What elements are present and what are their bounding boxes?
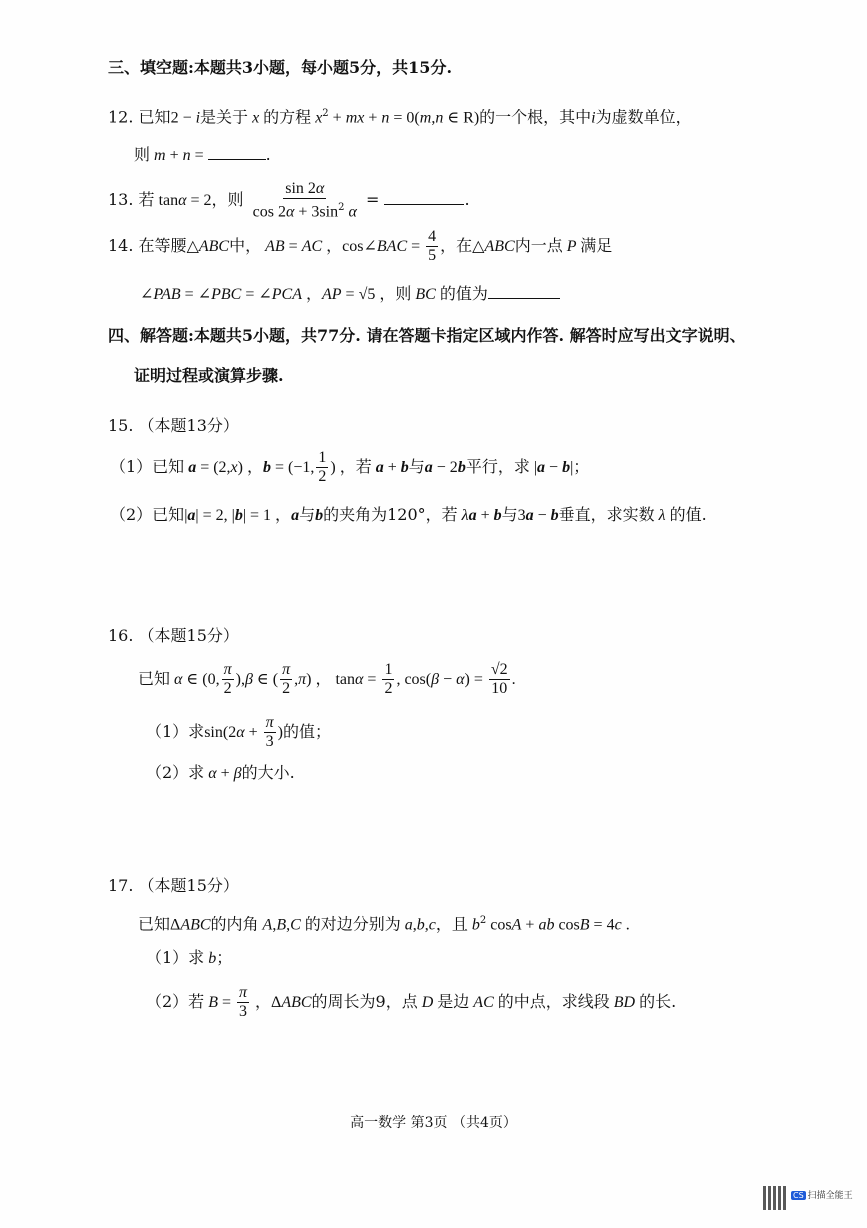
section-3-heading: 三、填空题:本题共3小题，每小题5分，共15分. [108, 58, 453, 77]
q17-frac-pi-3: $\frac{\pi}{3}$ [239, 984, 248, 1020]
q17-text-d: ，且 [435, 914, 468, 934]
q16-frac-sqrt2-10: $\frac{√2}{10}$ [490, 661, 508, 697]
question-16-part-1: （1）求sin(2α + $\frac{\pi}{3}$ )的值； [146, 714, 331, 750]
q12-text-g: . [265, 145, 271, 164]
question-13: 13. 若 tanα = 2，则 $\frac{\sin 2\alpha}{\cos 2\alpha + 3\sin^2 \alpha}$ = . [108, 180, 470, 221]
page-footer: 高一数学 第3页 （共4页） [350, 1115, 517, 1131]
question-12-line-1: 12. 已知2 − i是关于 x 的方程 $x^2$ + mx + n = 0(m,n ∈ R)的一个根，其中i为虚数单位， [108, 107, 692, 127]
q12-text-a: 已知 [138, 107, 171, 127]
q12-answer-blank[interactable] [208, 145, 266, 160]
q15-fraction: $\frac{1}{2}$ [318, 449, 327, 485]
q15-p2-text-e: 垂直，求实数 [558, 505, 655, 524]
q15-p2-text-b: 与 [299, 505, 316, 524]
question-16-heading: 16. （本题15分） [108, 626, 239, 645]
q12-text-b: 是关于 [200, 107, 249, 127]
q16-p1-text-a: （1）求 [146, 722, 205, 741]
q14-text-f: 则 [395, 284, 412, 303]
q17-p2-text-e: 的长. [639, 992, 677, 1011]
q14-text-e: 满足 [580, 236, 613, 255]
q15-p2-text-a: （2）已知 [110, 505, 185, 524]
question-14-line-1: 14. 在等腰△ABC中， AB = AC ，cos∠BAC = $\frac{4}{5}$ ，在△ABC内一点 P 满足 [108, 228, 613, 264]
question-15-part-1: （1）已知 a = (2,x) ，b = (−1, $\frac{1}{2}$ ) ，若 a + b与a − 2b平行，求 |a − b|； [110, 449, 590, 485]
q14-text-g: 的值为 [439, 284, 488, 303]
q12-text-f: 则 [134, 145, 151, 164]
q13-text-a: 若 [138, 190, 155, 209]
q13-answer-blank[interactable] [384, 190, 464, 205]
q17-p2-text-c: 是边 [437, 992, 470, 1011]
q14-fraction: $\frac{4}{5}$ [428, 228, 437, 264]
scanner-watermark [791, 1188, 853, 1201]
question-17-part-2: （2）若 B = $\frac{\pi}{3}$ ，ΔABC的周长为9，点 D 是边 AC 的中点，求线段 BD 的长. [146, 984, 677, 1020]
q17-p2-text-a: （2）若 [146, 992, 205, 1011]
q16-text-given: 已知 [138, 669, 171, 688]
q14-text-d: 内一点 [514, 236, 563, 255]
q15-p1-text-d: 平行，求 [465, 457, 530, 476]
q12-text-c: 的方程 [263, 107, 312, 127]
q12-text-e: 为虚数单位， [595, 107, 692, 127]
q15-p2-text-f: 的值. [669, 505, 707, 524]
q14-answer-blank[interactable] [488, 284, 560, 299]
q14-text-b: 中， [229, 236, 262, 255]
question-17-given: 已知ΔABC的内角 A,B,C 的对边分别为 a,b,c，且 $b^2$ cosA + ab cosB = 4c . [138, 914, 630, 934]
q12-number: 12. [108, 107, 134, 127]
q15-p1-text-c: 与 [408, 457, 425, 476]
q16-p2-text-b: 的大小. [241, 763, 295, 782]
q17-p2-text-d: 的中点，求线段 [497, 992, 610, 1011]
question-12-line-2: 则 m + n = . [134, 145, 271, 164]
question-17-part-1: （1）求 b； [146, 948, 233, 967]
q16-p1-text-b: 的值； [282, 722, 331, 741]
q15-p1-text-e: ； [573, 457, 590, 476]
cs-logo-icon: CS [793, 1191, 804, 1200]
q13-text-d: . [464, 190, 470, 209]
q15-p1-text-b: 若 [355, 457, 372, 476]
section-4-heading-line-2: 证明过程或演算步骤. [134, 366, 284, 385]
q13-text-b: ，则 [211, 190, 244, 209]
question-16-given: 已知 α ∈ (0, $\frac{\pi}{2}$ ),β ∈ ( $\frac{\pi}{2}$ ,π) ， tanα = $\frac{1}{2}$ , cos(β − α) = $\frac{√2}{10}$ . [138, 661, 516, 697]
q15-p2-text-d: 与 [501, 505, 518, 524]
q17-p2-text-b: 的周长为9，点 [311, 992, 418, 1011]
q13-number: 13. [108, 190, 134, 209]
q16-p2-text-a: （2）求 [146, 763, 205, 782]
question-16-part-2: （2）求 α + β的大小. [146, 763, 295, 782]
q17-text-c: 的对边分别为 [304, 914, 401, 934]
q16-frac-pi-2-b: $\frac{\pi}{2}$ [282, 661, 291, 697]
question-15-heading: 15. （本题13分） [108, 416, 239, 435]
q13-fraction: $\frac{\sin 2\alpha}{\cos 2\alpha + 3\sin^2 \alpha}$ [252, 180, 357, 221]
q13-text-c: = [365, 190, 380, 209]
q14-text-a: 在等腰 [138, 236, 187, 255]
question-14-line-2: ∠PAB = ∠PBC = ∠PCA ，AP = √5 ，则 BC 的值为 [140, 284, 560, 305]
q14-text-c: ，在 [440, 236, 473, 255]
section-4-heading-line-1: 四、解答题:本题共5小题，共77分. 请在答题卡指定区域内作答. 解答时应写出文字说明、 [108, 326, 746, 345]
q12-text-d: 的一个根，其中 [479, 107, 592, 127]
q17-p1-text: （1）求 [146, 948, 205, 967]
q17-text-a: 已知 [138, 914, 171, 934]
question-17-heading: 17. （本题15分） [108, 876, 239, 895]
qr-code-icon [763, 1186, 787, 1210]
q14-number: 14. [108, 236, 134, 255]
q16-frac-pi-2-a: $\frac{\pi}{2}$ [223, 661, 232, 697]
question-15-part-2: （2）已知|a| = 2, |b| = 1 ，a与b的夹角为120°，若 λa + b与3a − b垂直，求实数 λ 的值. [110, 505, 707, 524]
q16-frac-pi-3: $\frac{\pi}{3}$ [265, 714, 274, 750]
q17-text-b: 的内角 [210, 914, 259, 934]
scanner-watermark-label: 扫描全能王 [807, 1191, 853, 1201]
q15-p2-text-c: 的夹角为120°，若 [323, 505, 458, 524]
q16-frac-1-2: $\frac{1}{2}$ [384, 661, 393, 697]
q15-p1-text-a: （1）已知 [110, 457, 185, 476]
